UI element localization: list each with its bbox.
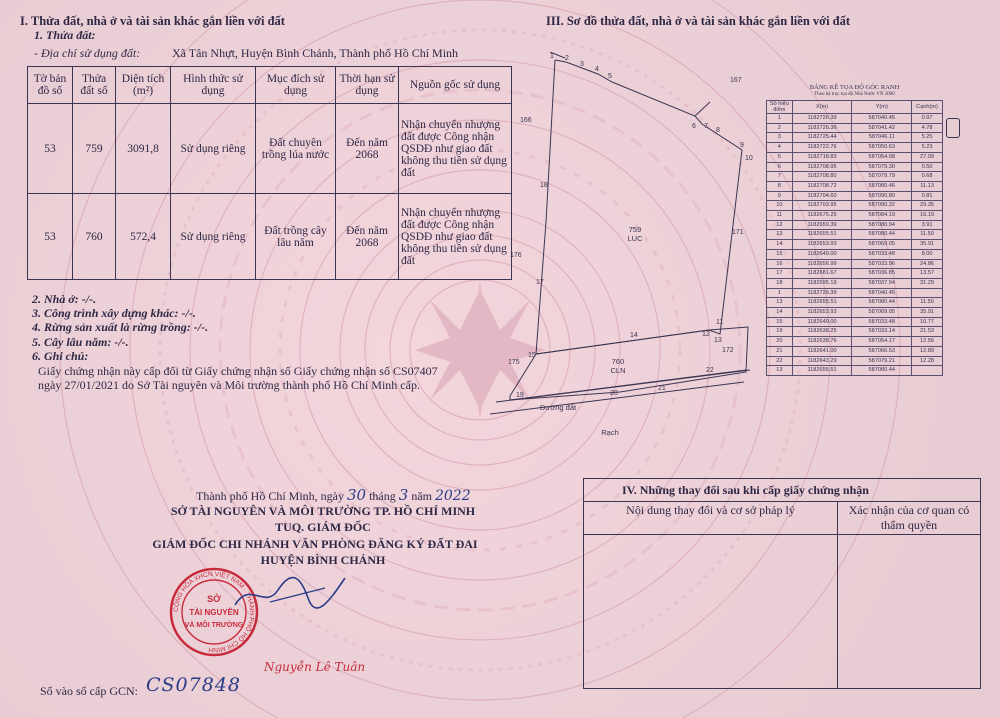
land-parcel-table bbox=[27, 66, 512, 280]
coord-edge: 16.19 bbox=[912, 211, 943, 221]
cell-term: Đến năm 2068 bbox=[336, 194, 399, 280]
coord-y: 587033.14 bbox=[852, 327, 912, 337]
coord-x: 1182708.72 bbox=[792, 181, 852, 191]
coord-x: 1182722.76 bbox=[792, 143, 852, 153]
svg-text:13: 13 bbox=[714, 337, 722, 344]
coord-row bbox=[767, 133, 943, 143]
cell-area: 3091,8 bbox=[116, 104, 171, 194]
coord-y: 587080.44 bbox=[852, 230, 912, 240]
col-use-form: Hình thức sử dụng bbox=[171, 67, 256, 104]
coord-edge: 4.78 bbox=[912, 123, 943, 133]
construction-item: 3. Công trình xây dựng khác: -/-. bbox=[32, 306, 196, 320]
coord-row bbox=[767, 220, 943, 230]
svg-text:5: 5 bbox=[608, 73, 612, 80]
svg-text:6: 6 bbox=[692, 123, 696, 130]
plot-759-use: LUC bbox=[627, 234, 643, 243]
coord-point: 14 bbox=[767, 308, 793, 318]
svg-text:18: 18 bbox=[540, 182, 548, 189]
svg-text:20: 20 bbox=[610, 390, 618, 397]
coord-point: 16 bbox=[767, 259, 793, 269]
svg-text:14: 14 bbox=[630, 332, 638, 339]
cell-map: 53 bbox=[28, 104, 73, 194]
notes-label: 6. Ghi chú: bbox=[32, 349, 89, 363]
coord-point: 20 bbox=[767, 337, 793, 347]
coord-edge: 3.91 bbox=[912, 220, 943, 230]
coord-row bbox=[767, 114, 943, 124]
coord-y: 587069.05 bbox=[852, 308, 912, 318]
coord-edge bbox=[912, 288, 943, 298]
coord-x: 1182653.93 bbox=[792, 240, 852, 250]
coord-row bbox=[767, 143, 943, 153]
coord-row bbox=[767, 123, 943, 133]
coord-edge: 31.29 bbox=[912, 278, 943, 288]
coord-point: 2 bbox=[767, 123, 793, 133]
coord-edge: 35.91 bbox=[912, 240, 943, 250]
svg-text:19: 19 bbox=[516, 392, 524, 399]
register-label: Số vào sổ cấp GCN: bbox=[40, 684, 138, 698]
cell-purpose: Đất trồng cây lâu năm bbox=[256, 194, 336, 280]
svg-text:1: 1 bbox=[550, 53, 554, 60]
cell-form: Sử dụng riêng bbox=[171, 104, 256, 194]
coord-row bbox=[767, 269, 943, 279]
col-plot-number: Thửa đất số bbox=[73, 67, 116, 104]
coord-x: 1182653.93 bbox=[792, 308, 852, 318]
coord-x: 1182703.95 bbox=[792, 201, 852, 211]
coord-edge: 0.81 bbox=[912, 191, 943, 201]
coord-y: 587079.21 bbox=[852, 356, 912, 366]
coord-edge: 5.23 bbox=[912, 143, 943, 153]
svg-text:176: 176 bbox=[510, 252, 522, 259]
changes-confirm-cell bbox=[838, 535, 981, 689]
plot-759-label: 759 bbox=[628, 225, 642, 234]
changes-content-cell bbox=[584, 535, 838, 689]
coord-point: 1 bbox=[767, 114, 793, 124]
svg-text:167: 167 bbox=[730, 77, 742, 84]
coord-point: 11 bbox=[767, 211, 793, 221]
coord-y: 587050.63 bbox=[852, 143, 912, 153]
road-label: Đường đất bbox=[539, 403, 577, 412]
cell-area: 572,4 bbox=[116, 194, 171, 280]
coord-x: 1182649.00 bbox=[792, 249, 852, 259]
svg-text:7: 7 bbox=[704, 123, 708, 130]
coord-y: 587084.19 bbox=[852, 211, 912, 221]
coord-edge: 8.00 bbox=[912, 249, 943, 259]
coord-point: 9 bbox=[767, 191, 793, 201]
svg-text:CỘNG HÒA XHCN VIỆT NAM · THÀNH: CỘNG HÒA XHCN VIỆT NAM · THÀNH PHỐ HỒ CHÍ MINH bbox=[172, 570, 256, 654]
coord-row bbox=[767, 278, 943, 288]
coord-y: 587080.44 bbox=[852, 366, 912, 376]
parcel-map-diagram bbox=[470, 52, 770, 442]
section-i-title: I. Thửa đất, nhà ở và tài sản khác gắn liền với đất bbox=[20, 14, 285, 28]
coord-y: 587033.96 bbox=[852, 259, 912, 269]
changes-col-content: Nội dung thay đổi và cơ sở pháp lý bbox=[584, 502, 838, 535]
coord-row bbox=[767, 201, 943, 211]
coord-y: 587079.30 bbox=[852, 162, 912, 172]
coord-col-point: Số hiệu điểm bbox=[767, 101, 793, 114]
table-row bbox=[28, 104, 512, 194]
coord-point: 4 bbox=[767, 143, 793, 153]
coord-row bbox=[767, 308, 943, 318]
coord-row bbox=[767, 288, 943, 298]
address-label: - Địa chỉ sử dụng đất: bbox=[34, 46, 141, 60]
coord-row bbox=[767, 356, 943, 366]
coord-row bbox=[767, 211, 943, 221]
coord-x: 1182659.39 bbox=[792, 220, 852, 230]
coord-row bbox=[767, 366, 943, 376]
coord-col-edge: Cạnh(m) bbox=[912, 101, 943, 114]
coord-point: 14 bbox=[767, 240, 793, 250]
plot-760-use: CLN bbox=[610, 366, 626, 375]
coord-x: 1182726.36 bbox=[792, 123, 852, 133]
cell-purpose: Đất chuyên trồng lúa nước bbox=[256, 104, 336, 194]
coord-point: 22 bbox=[767, 356, 793, 366]
cell-origin: Nhận chuyển nhượng đất được Công nhận QSDĐ như giao đất không thu tiền sử dụng đất bbox=[399, 104, 512, 194]
coord-edge: 11.50 bbox=[912, 230, 943, 240]
col-use-term: Thời hạn sử dụng bbox=[336, 67, 399, 104]
coordinate-table bbox=[766, 100, 943, 376]
coord-edge: 11.13 bbox=[912, 181, 943, 191]
cell-term: Đến năm 2068 bbox=[336, 104, 399, 194]
changes-title: IV. Những thay đổi sau khi cấp giấy chứng nhận bbox=[584, 479, 981, 502]
coord-x: 1182675.25 bbox=[792, 211, 852, 221]
date-year: 2022 bbox=[434, 488, 471, 504]
coord-y: 587054.17 bbox=[852, 337, 912, 347]
register-value: CS07848 bbox=[146, 674, 241, 696]
coord-point: 8 bbox=[767, 181, 793, 191]
coord-table-subtitle: Theo hệ trục tọa độ Nhà Nước VN 2000 bbox=[814, 92, 895, 97]
svg-text:12: 12 bbox=[702, 331, 710, 338]
coord-x: 1182641.00 bbox=[792, 346, 852, 356]
coord-point: 1 bbox=[767, 288, 793, 298]
coord-edge: 0.50 bbox=[912, 162, 943, 172]
coord-row bbox=[767, 298, 943, 308]
svg-text:11: 11 bbox=[716, 319, 724, 326]
coord-row bbox=[767, 191, 943, 201]
coord-point: 13 bbox=[767, 298, 793, 308]
coord-edge: 12.56 bbox=[912, 337, 943, 347]
svg-text:8: 8 bbox=[716, 127, 720, 134]
coord-x: 1182708.95 bbox=[792, 162, 852, 172]
coord-point: 10 bbox=[767, 201, 793, 211]
coord-row bbox=[767, 249, 943, 259]
date-day: 30 bbox=[347, 486, 367, 504]
coord-point: 5 bbox=[767, 152, 793, 162]
svg-text:10: 10 bbox=[745, 155, 753, 162]
svg-text:4: 4 bbox=[595, 66, 599, 73]
svg-text:171: 171 bbox=[732, 229, 744, 236]
coord-col-x: X(m) bbox=[792, 101, 852, 114]
col-map-sheet: Tờ bản đồ số bbox=[28, 67, 73, 104]
coord-point: 15 bbox=[767, 249, 793, 259]
coord-y: 587033.48 bbox=[852, 317, 912, 327]
section-iii-title: III. Sơ đồ thửa đất, nhà ở và tài sản khác gắn liền với đất bbox=[546, 14, 851, 28]
svg-text:3: 3 bbox=[580, 61, 584, 68]
security-mark bbox=[946, 118, 960, 138]
coord-point: 6 bbox=[767, 162, 793, 172]
canal-label: Rạch bbox=[601, 428, 619, 437]
coord-point: 7 bbox=[767, 172, 793, 182]
trees-item: 5. Cây lâu năm: -/-. bbox=[32, 335, 129, 349]
coord-point: 3 bbox=[767, 133, 793, 143]
coord-y: 587069.05 bbox=[852, 240, 912, 250]
coord-col-y: Y(m) bbox=[852, 101, 912, 114]
coord-point: 15 bbox=[767, 317, 793, 327]
notes-line-1: Giấy chứng nhận này cấp đổi từ Giấy chứng nhận số Giấy chứng nhận số CS07407 bbox=[38, 364, 438, 378]
col-use-origin: Nguồn gốc sử dụng bbox=[399, 67, 512, 104]
coord-y: 587054.08 bbox=[852, 152, 912, 162]
coord-edge: 5.25 bbox=[912, 133, 943, 143]
svg-text:9: 9 bbox=[740, 142, 744, 149]
coord-row bbox=[767, 327, 943, 337]
svg-text:17: 17 bbox=[536, 279, 544, 286]
svg-text:15: 15 bbox=[528, 352, 536, 359]
coord-edge: 24.86 bbox=[912, 259, 943, 269]
coord-table-title: BẢNG KÊ TỌA ĐỘ GÓC RANH bbox=[809, 84, 900, 91]
svg-text:166: 166 bbox=[520, 117, 532, 124]
coord-y: 587080.44 bbox=[852, 298, 912, 308]
coord-y: 587046.11 bbox=[852, 133, 912, 143]
coord-x: 1182643.29 bbox=[792, 356, 852, 366]
coord-point: 13 bbox=[767, 366, 793, 376]
coord-x: 1182681.67 bbox=[792, 269, 852, 279]
col-area: Diện tích (m²) bbox=[116, 67, 171, 104]
coord-y: 587040.45 bbox=[852, 288, 912, 298]
coord-point: 18 bbox=[767, 278, 793, 288]
coord-y: 587037.94 bbox=[852, 278, 912, 288]
table-row bbox=[28, 194, 512, 280]
coord-point: 12 bbox=[767, 220, 793, 230]
coord-edge: 29.35 bbox=[912, 201, 943, 211]
coord-edge: 0.68 bbox=[912, 172, 943, 182]
cell-map: 53 bbox=[28, 194, 73, 280]
coord-edge: 10.77 bbox=[912, 317, 943, 327]
cell-form: Sử dụng riêng bbox=[171, 194, 256, 280]
signature-scribble bbox=[230, 570, 350, 620]
coord-row bbox=[767, 230, 943, 240]
coord-x: 1182695.19 bbox=[792, 278, 852, 288]
year-label: năm bbox=[411, 489, 432, 503]
notes-line-2: ngày 27/01/2021 do Sở Tài nguyên và Môi trường thành phố Hồ Chí Minh cấp. bbox=[38, 378, 420, 392]
house-item: 2. Nhà ở: -/-. bbox=[32, 292, 97, 306]
coord-y: 587080.46 bbox=[852, 181, 912, 191]
coord-edge: 0.97 bbox=[912, 114, 943, 124]
cell-plot: 759 bbox=[73, 104, 116, 194]
coord-x: 1182655.51 bbox=[792, 366, 852, 376]
place-date bbox=[196, 488, 471, 503]
signer-authority: TUQ. GIÁM ĐỐC bbox=[275, 520, 371, 534]
coord-row bbox=[767, 152, 943, 162]
svg-text:SỞ: SỞ bbox=[207, 594, 221, 604]
coord-point: 13 bbox=[767, 230, 793, 240]
svg-text:VÀ MÔI TRƯỜNG: VÀ MÔI TRƯỜNG bbox=[184, 622, 244, 629]
coord-edge: 35.91 bbox=[912, 308, 943, 318]
parcel-label: 1. Thửa đất: bbox=[34, 28, 96, 42]
coord-y: 587036.85 bbox=[852, 269, 912, 279]
coord-x: 1182638.76 bbox=[792, 337, 852, 347]
date-month: 3 bbox=[398, 486, 409, 504]
coord-y: 587090.80 bbox=[852, 191, 912, 201]
coord-y: 587080.94 bbox=[852, 220, 912, 230]
plot-760-label: 760 bbox=[611, 357, 625, 366]
coord-row bbox=[767, 162, 943, 172]
coord-x: 1182649.00 bbox=[792, 317, 852, 327]
coord-edge bbox=[912, 366, 943, 376]
coord-x: 1182655.51 bbox=[792, 298, 852, 308]
signer-org: SỞ TÀI NGUYÊN VÀ MÔI TRƯỜNG TP. HỒ CHÍ MINH bbox=[170, 504, 476, 518]
coord-edge: 13.57 bbox=[912, 269, 943, 279]
cell-origin: Nhận chuyển nhượng đất được Công nhận QSDĐ như giao đất không thu tiền sử dụng đất bbox=[399, 194, 512, 280]
coord-row bbox=[767, 181, 943, 191]
cell-plot: 760 bbox=[73, 194, 116, 280]
svg-text:172: 172 bbox=[722, 347, 734, 354]
coord-edge: 21.53 bbox=[912, 327, 943, 337]
coord-x: 1182718.83 bbox=[792, 152, 852, 162]
coord-y: 587041.42 bbox=[852, 123, 912, 133]
coord-point: 21 bbox=[767, 346, 793, 356]
coord-y: 587033.48 bbox=[852, 249, 912, 259]
svg-text:22: 22 bbox=[706, 367, 714, 374]
coord-edge: 11.50 bbox=[912, 298, 943, 308]
coord-x: 1182726.39 bbox=[792, 114, 852, 124]
svg-text:175: 175 bbox=[508, 359, 520, 366]
signer-title: GIÁM ĐỐC CHI NHÁNH VĂN PHÒNG ĐĂNG KÝ ĐẤT ĐAI bbox=[152, 537, 478, 551]
col-use-purpose: Mục đích sử dụng bbox=[256, 67, 336, 104]
signer-district: HUYỆN BÌNH CHÁNH bbox=[260, 553, 386, 567]
coord-x: 1182655.51 bbox=[792, 230, 852, 240]
coord-x: 1182726.39 bbox=[792, 288, 852, 298]
coord-x: 1182656.99 bbox=[792, 259, 852, 269]
coord-row bbox=[767, 337, 943, 347]
coord-x: 1182708.80 bbox=[792, 172, 852, 182]
month-label: tháng bbox=[369, 489, 396, 503]
coord-x: 1182704.60 bbox=[792, 191, 852, 201]
svg-text:21: 21 bbox=[658, 385, 666, 392]
changes-col-confirm: Xác nhận của cơ quan có thẩm quyền bbox=[838, 502, 981, 535]
coord-y: 587090.32 bbox=[852, 201, 912, 211]
coord-y: 587079.79 bbox=[852, 172, 912, 182]
coord-row bbox=[767, 317, 943, 327]
svg-text:2: 2 bbox=[565, 55, 569, 62]
changes-table bbox=[583, 478, 981, 689]
coord-row bbox=[767, 346, 943, 356]
coord-x: 1182638.25 bbox=[792, 327, 852, 337]
coord-row bbox=[767, 172, 943, 182]
coord-x: 1182725.44 bbox=[792, 133, 852, 143]
coord-row bbox=[767, 259, 943, 269]
coord-point: 19 bbox=[767, 327, 793, 337]
address-value: Xã Tân Nhựt, Huyện Bình Chánh, Thành phố Hồ Chí Minh bbox=[172, 46, 459, 60]
coord-y: 587066.53 bbox=[852, 346, 912, 356]
coord-point: 17 bbox=[767, 269, 793, 279]
coord-edge: 27.09 bbox=[912, 152, 943, 162]
coord-row bbox=[767, 240, 943, 250]
svg-text:TÀI NGUYÊN: TÀI NGUYÊN bbox=[189, 608, 239, 617]
coord-edge: 12.28 bbox=[912, 356, 943, 366]
place-date-prefix: Thành phố Hồ Chí Minh, ngày bbox=[196, 489, 344, 503]
coord-table-wrap bbox=[766, 100, 943, 376]
coord-y: 587040.45 bbox=[852, 114, 912, 124]
forest-item: 4. Rừng sản xuất là rừng trồng: -/-. bbox=[32, 320, 209, 334]
coord-edge: 12.89 bbox=[912, 346, 943, 356]
signer-name: Nguyễn Lê Tuân bbox=[264, 660, 366, 674]
